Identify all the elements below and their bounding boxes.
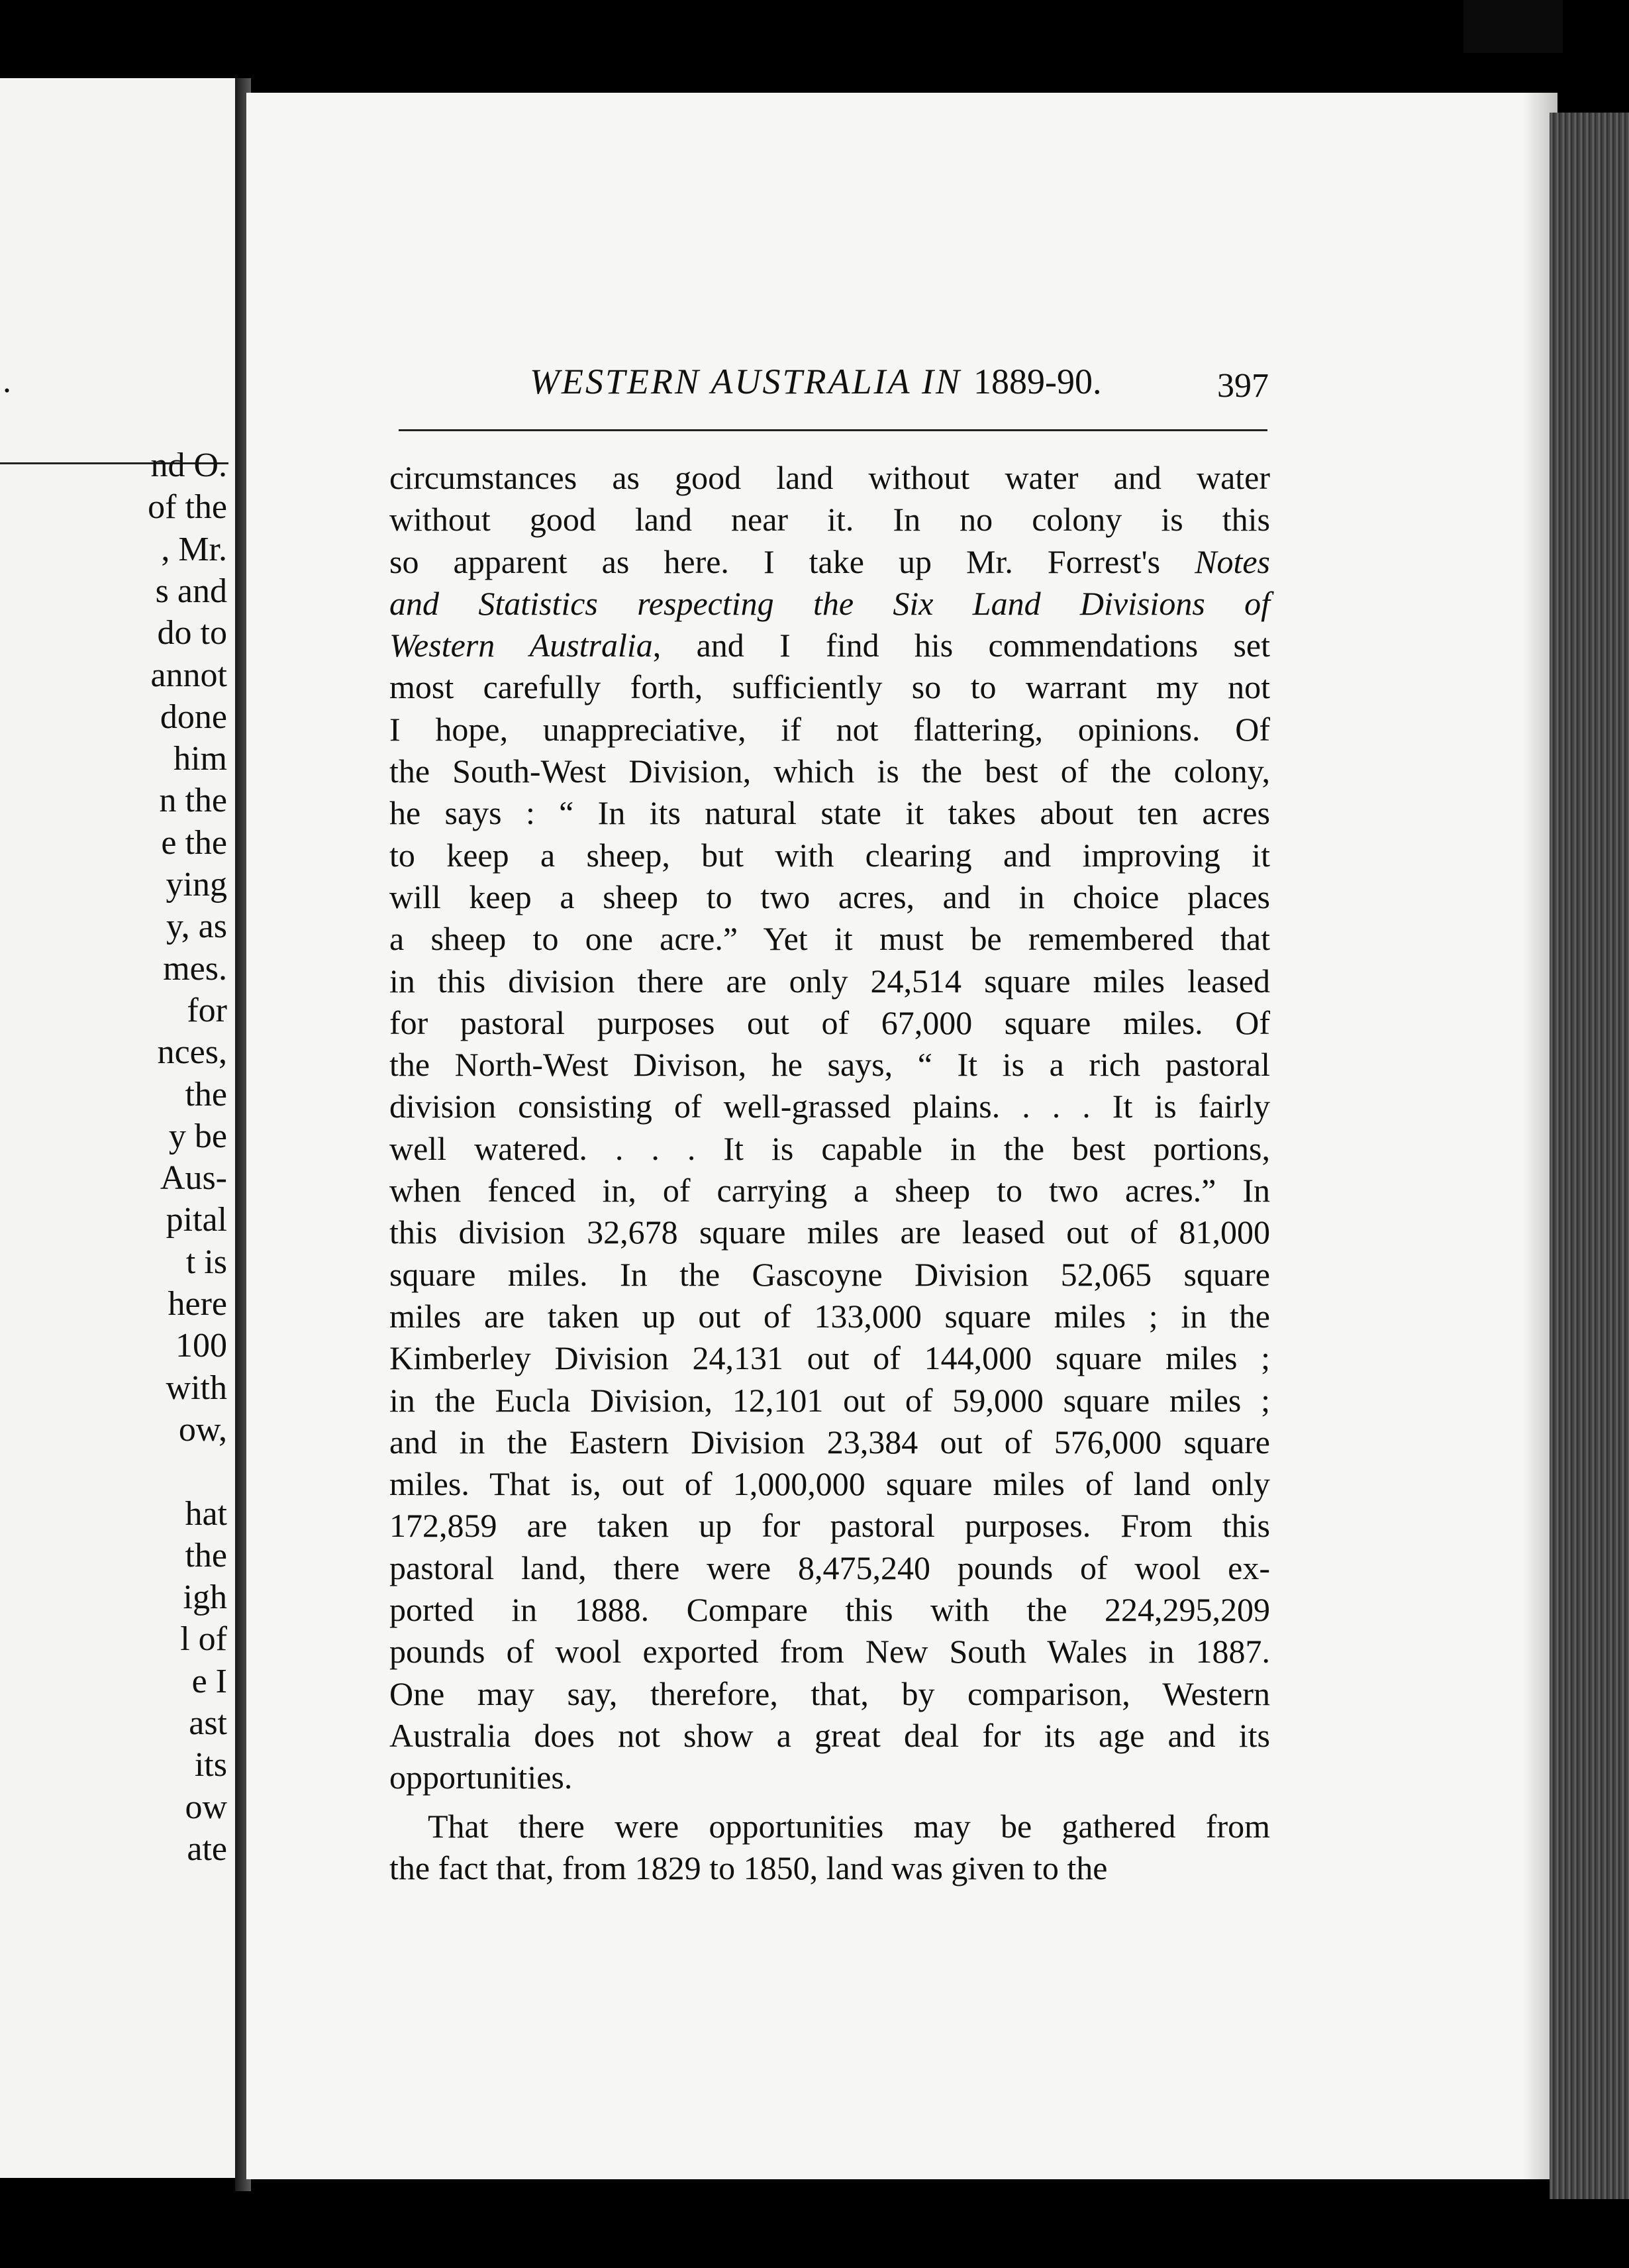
text-line: Australia does not show a great deal for its age and its xyxy=(389,1716,1270,1754)
left-page-line: done xyxy=(160,697,227,736)
left-page-line: t is xyxy=(185,1243,227,1281)
paragraph-gap xyxy=(389,1799,1270,1806)
text-line: when fenced in, of carrying a sheep to two acres.” In xyxy=(389,1172,1270,1210)
left-page-line: Aus- xyxy=(160,1159,227,1198)
text-line: One may say, therefore, that, by comparison, Western xyxy=(389,1675,1270,1712)
italic-title: Western Australia xyxy=(389,627,653,664)
text-line: Western Australia, and I find his commendations set xyxy=(389,627,1270,664)
left-page-line: annot xyxy=(150,656,227,694)
paragraph-1 xyxy=(389,457,1270,1799)
left-page-line: do to xyxy=(157,614,227,652)
text-line: a sheep to one acre.” Yet it must be remembered that xyxy=(389,920,1270,958)
text-line: so apparent as here. I take up Mr. Forrest's Notes xyxy=(389,542,1270,580)
left-page-line: igh xyxy=(183,1578,227,1617)
left-page-line: the xyxy=(185,1075,227,1113)
text-line: will keep a sheep to two acres, and in choice places xyxy=(389,878,1270,915)
left-page-line: , Mr. xyxy=(161,530,227,568)
left-page-line: ow xyxy=(185,1788,227,1826)
left-page-line: pital xyxy=(166,1201,227,1239)
left-page-line: s and xyxy=(155,572,227,610)
running-head xyxy=(530,361,1271,402)
left-page-line: ow, xyxy=(178,1410,227,1449)
left-page-line: with xyxy=(166,1368,227,1407)
paragraph-2 xyxy=(389,1806,1270,1890)
text-line: in the Eucla Division, 12,101 out of 59,000 square miles ; xyxy=(389,1381,1270,1419)
text-line: opportunities. xyxy=(389,1759,573,1796)
text-line: Kimberley Division 24,131 out of 144,000 square miles ; xyxy=(389,1339,1270,1377)
text-line: for pastoral purposes out of 67,000 square miles. Of xyxy=(389,1004,1270,1041)
italic-title: and Statistics respecting the Six Land Divisions of xyxy=(389,584,1270,622)
book-clip xyxy=(1463,0,1563,53)
text-line: well watered. . . . It is capable in the best portions, xyxy=(389,1129,1270,1167)
running-title: WESTERN AUSTRALIA IN xyxy=(530,362,962,401)
left-page-line: e I xyxy=(191,1662,227,1700)
previous-page-fragment xyxy=(0,78,239,2178)
text-line: he says : “ In its natural state it takes about ten acres xyxy=(389,794,1270,832)
left-page-line: its xyxy=(194,1746,227,1784)
text-line: without good land near it. In no colony is this xyxy=(389,501,1270,539)
text-line: this division 32,678 square miles are leased out of 81,000 xyxy=(389,1213,1270,1251)
left-page-dot: . xyxy=(3,362,11,400)
left-page-line: for xyxy=(187,991,227,1029)
left-page-line: e the xyxy=(161,823,227,862)
left-page-line: of the xyxy=(148,488,227,527)
text-line: square miles. In the Gascoyne Division 52,065 square xyxy=(389,1255,1270,1293)
text-line: circumstances as good land without water and water xyxy=(389,459,1270,496)
left-page-line: ast xyxy=(189,1704,227,1742)
text-line: ported in 1888. Compare this with the 224,295,209 xyxy=(389,1591,1270,1629)
left-page-line: the xyxy=(185,1536,227,1574)
left-page-line: 100 xyxy=(175,1327,227,1365)
left-page-line: l of xyxy=(180,1620,227,1659)
header-rule xyxy=(399,429,1267,431)
left-page-line: him xyxy=(173,740,227,778)
text-line: division consisting of well-grassed plains. . . . It is fairly xyxy=(389,1088,1270,1125)
text-line: miles. That is, out of 1,000,000 square miles of land only xyxy=(389,1465,1270,1503)
text-line: and in the Eastern Division 23,384 out of 576,000 square xyxy=(389,1423,1270,1461)
text-line: pounds of wool exported from New South Wales in 1887. xyxy=(389,1633,1270,1671)
text-line: I hope, unappreciative, if not flattering, opinions. Of xyxy=(389,710,1270,748)
text-line: the South-West Division, which is the best of the colony, xyxy=(389,752,1270,790)
italic-title: Notes xyxy=(1195,542,1270,580)
text-line: 172,859 are taken up for pastoral purposes. From this xyxy=(389,1507,1270,1545)
text-line: miles are taken up out of 133,000 square miles ; in the xyxy=(389,1297,1270,1335)
left-page-line: n the xyxy=(159,782,227,820)
left-page-line: here xyxy=(168,1285,227,1323)
left-page-line: ying xyxy=(166,866,227,903)
text-line xyxy=(389,583,1270,625)
left-page-line: nces, xyxy=(157,1033,227,1072)
left-page-line: mes. xyxy=(163,949,227,988)
text-line: pastoral land, there were 8,475,240 pounds of wool ex- xyxy=(389,1549,1270,1586)
text-line: the North-West Divison, he says, “ It is a rich pastoral xyxy=(389,1046,1270,1084)
left-page-line: y, as xyxy=(166,907,227,946)
text-line: to keep a sheep, but with clearing and improving it xyxy=(389,836,1270,874)
left-page-line: y be xyxy=(168,1117,227,1155)
running-years: 1889-90. xyxy=(973,362,1102,401)
left-page-line: hat xyxy=(185,1494,227,1533)
page-number: 397 xyxy=(1217,367,1269,405)
text-line: in this division there are only 24,514 square miles leased xyxy=(389,962,1270,1000)
left-page-line: nd O. xyxy=(150,446,227,484)
page-edges-stack xyxy=(1550,113,1629,2199)
text-line: most carefully forth, sufficiently so to warrant my not xyxy=(389,668,1270,706)
text-line: That there were opportunities may be gathered from xyxy=(428,1807,1270,1845)
left-page-line: ate xyxy=(187,1830,227,1868)
text-line: the fact that, from 1829 to 1850, land was given to the xyxy=(389,1849,1108,1886)
body-text xyxy=(389,457,1270,1889)
